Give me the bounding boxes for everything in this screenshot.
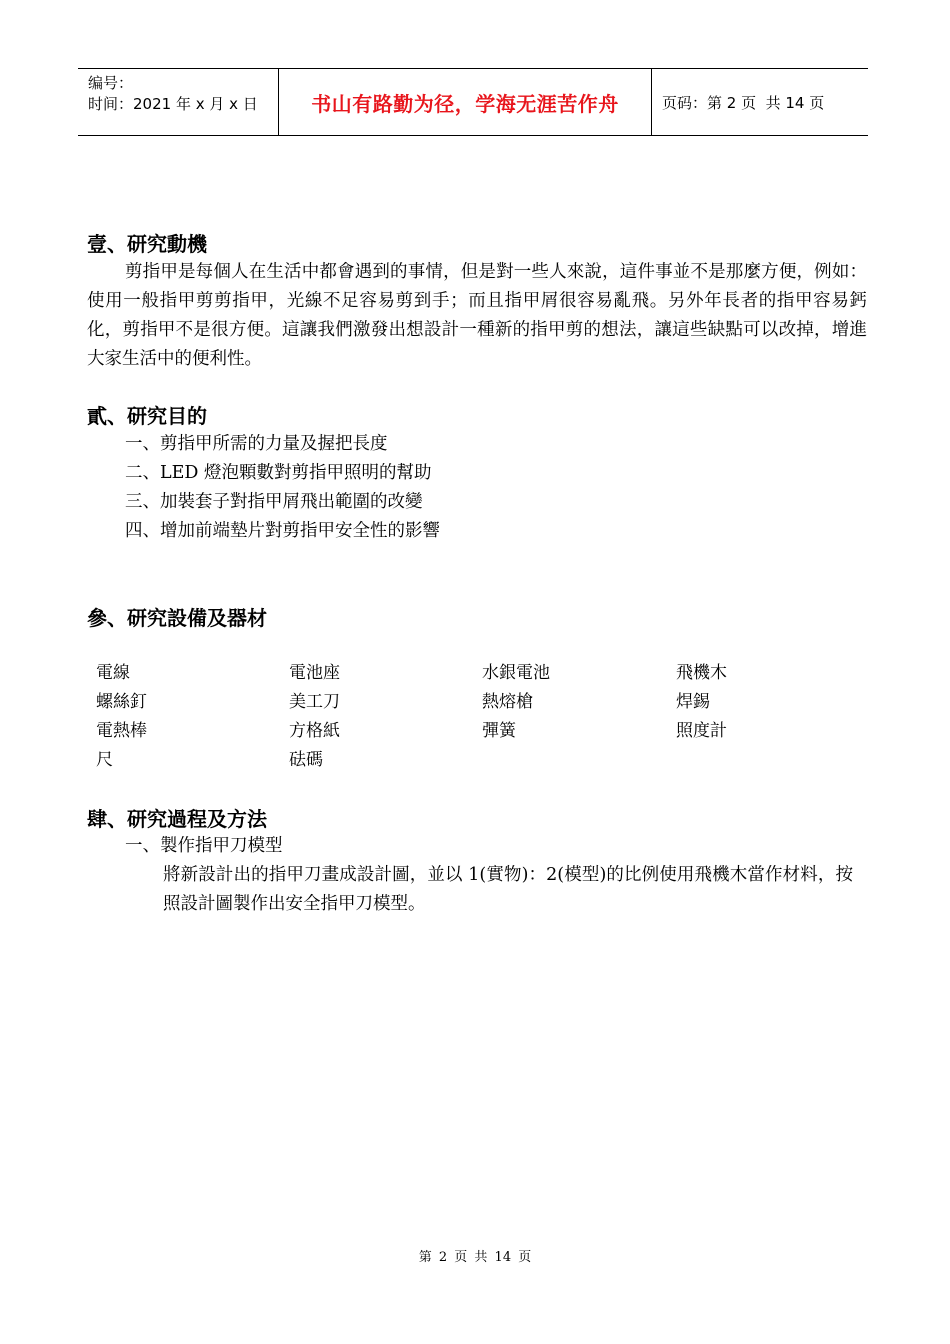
section-body-motivation: 剪指甲是每個人在生活中都會遇到的事情，但是對一些人來說，這件事並不是那麼方便，例如：使用一般指甲剪剪指甲，光線不足容易剪到手；而且指甲屑很容易亂飛。另外年長者的指甲容易鈣化，剪指甲不是很方便。這讓我們激發出想設計一種新的指甲剪的想法，讓這些缺點可以改掉，增進大家生活中的便利性。	[87, 262, 867, 369]
purpose-item-4: 四、增加前端墊片對剪指甲安全性的影響	[125, 521, 440, 541]
section-heading-methods: 肆、研究過程及方法	[87, 807, 267, 831]
equipment-item: 尺	[96, 750, 113, 770]
equipment-item: 彈簧	[482, 721, 516, 741]
equipment-item: 電線	[96, 663, 130, 683]
equipment-item: 焊錫	[676, 692, 710, 712]
purpose-item-2: 二、LED 燈泡顆數對剪指甲照明的幫助	[125, 463, 432, 483]
document-date-label: 时间：2021 年 x 月 x 日	[88, 95, 258, 113]
header-meta	[78, 69, 279, 135]
equipment-item: 美工刀	[289, 692, 340, 712]
header-page-info	[652, 69, 868, 135]
section-heading-equipment: 參、研究設備及器材	[87, 606, 267, 630]
equipment-item: 螺絲釘	[96, 692, 147, 712]
purpose-item-3: 三、加裝套子對指甲屑飛出範圍的改變	[125, 492, 423, 512]
equipment-item: 方格紙	[289, 721, 340, 741]
equipment-list	[96, 659, 876, 775]
header-page-info-text: 页码：第 2 页 共 14 页	[662, 93, 825, 112]
equipment-item: 熱熔槍	[482, 692, 533, 712]
page-header	[78, 68, 868, 136]
header-motto: 书山有路勤为径，学海无涯苦作舟	[279, 69, 652, 135]
equipment-item: 照度計	[676, 721, 727, 741]
purpose-item-1: 一、剪指甲所需的力量及握把長度	[125, 434, 388, 454]
section-heading-purpose: 貳、研究目的	[87, 404, 207, 428]
methods-body-1: 將新設計出的指甲刀畫成設計圖，並以 1(實物)：2(模型)的比例使用飛機木當作材料，按照設計圖製作出安全指甲刀模型。	[163, 865, 853, 914]
methods-subtitle-1: 一、製作指甲刀模型	[125, 836, 283, 856]
equipment-item: 電池座	[289, 663, 340, 683]
equipment-item: 電熱棒	[96, 721, 147, 741]
page-footer: 第 2 页 共 14 页	[418, 1250, 532, 1265]
section-heading-motivation: 壹、研究動機	[87, 232, 207, 256]
document-number-label: 编号：	[88, 74, 134, 92]
equipment-item: 飛機木	[676, 663, 727, 683]
equipment-item: 水銀電池	[482, 663, 550, 683]
equipment-item: 砝碼	[289, 750, 323, 770]
